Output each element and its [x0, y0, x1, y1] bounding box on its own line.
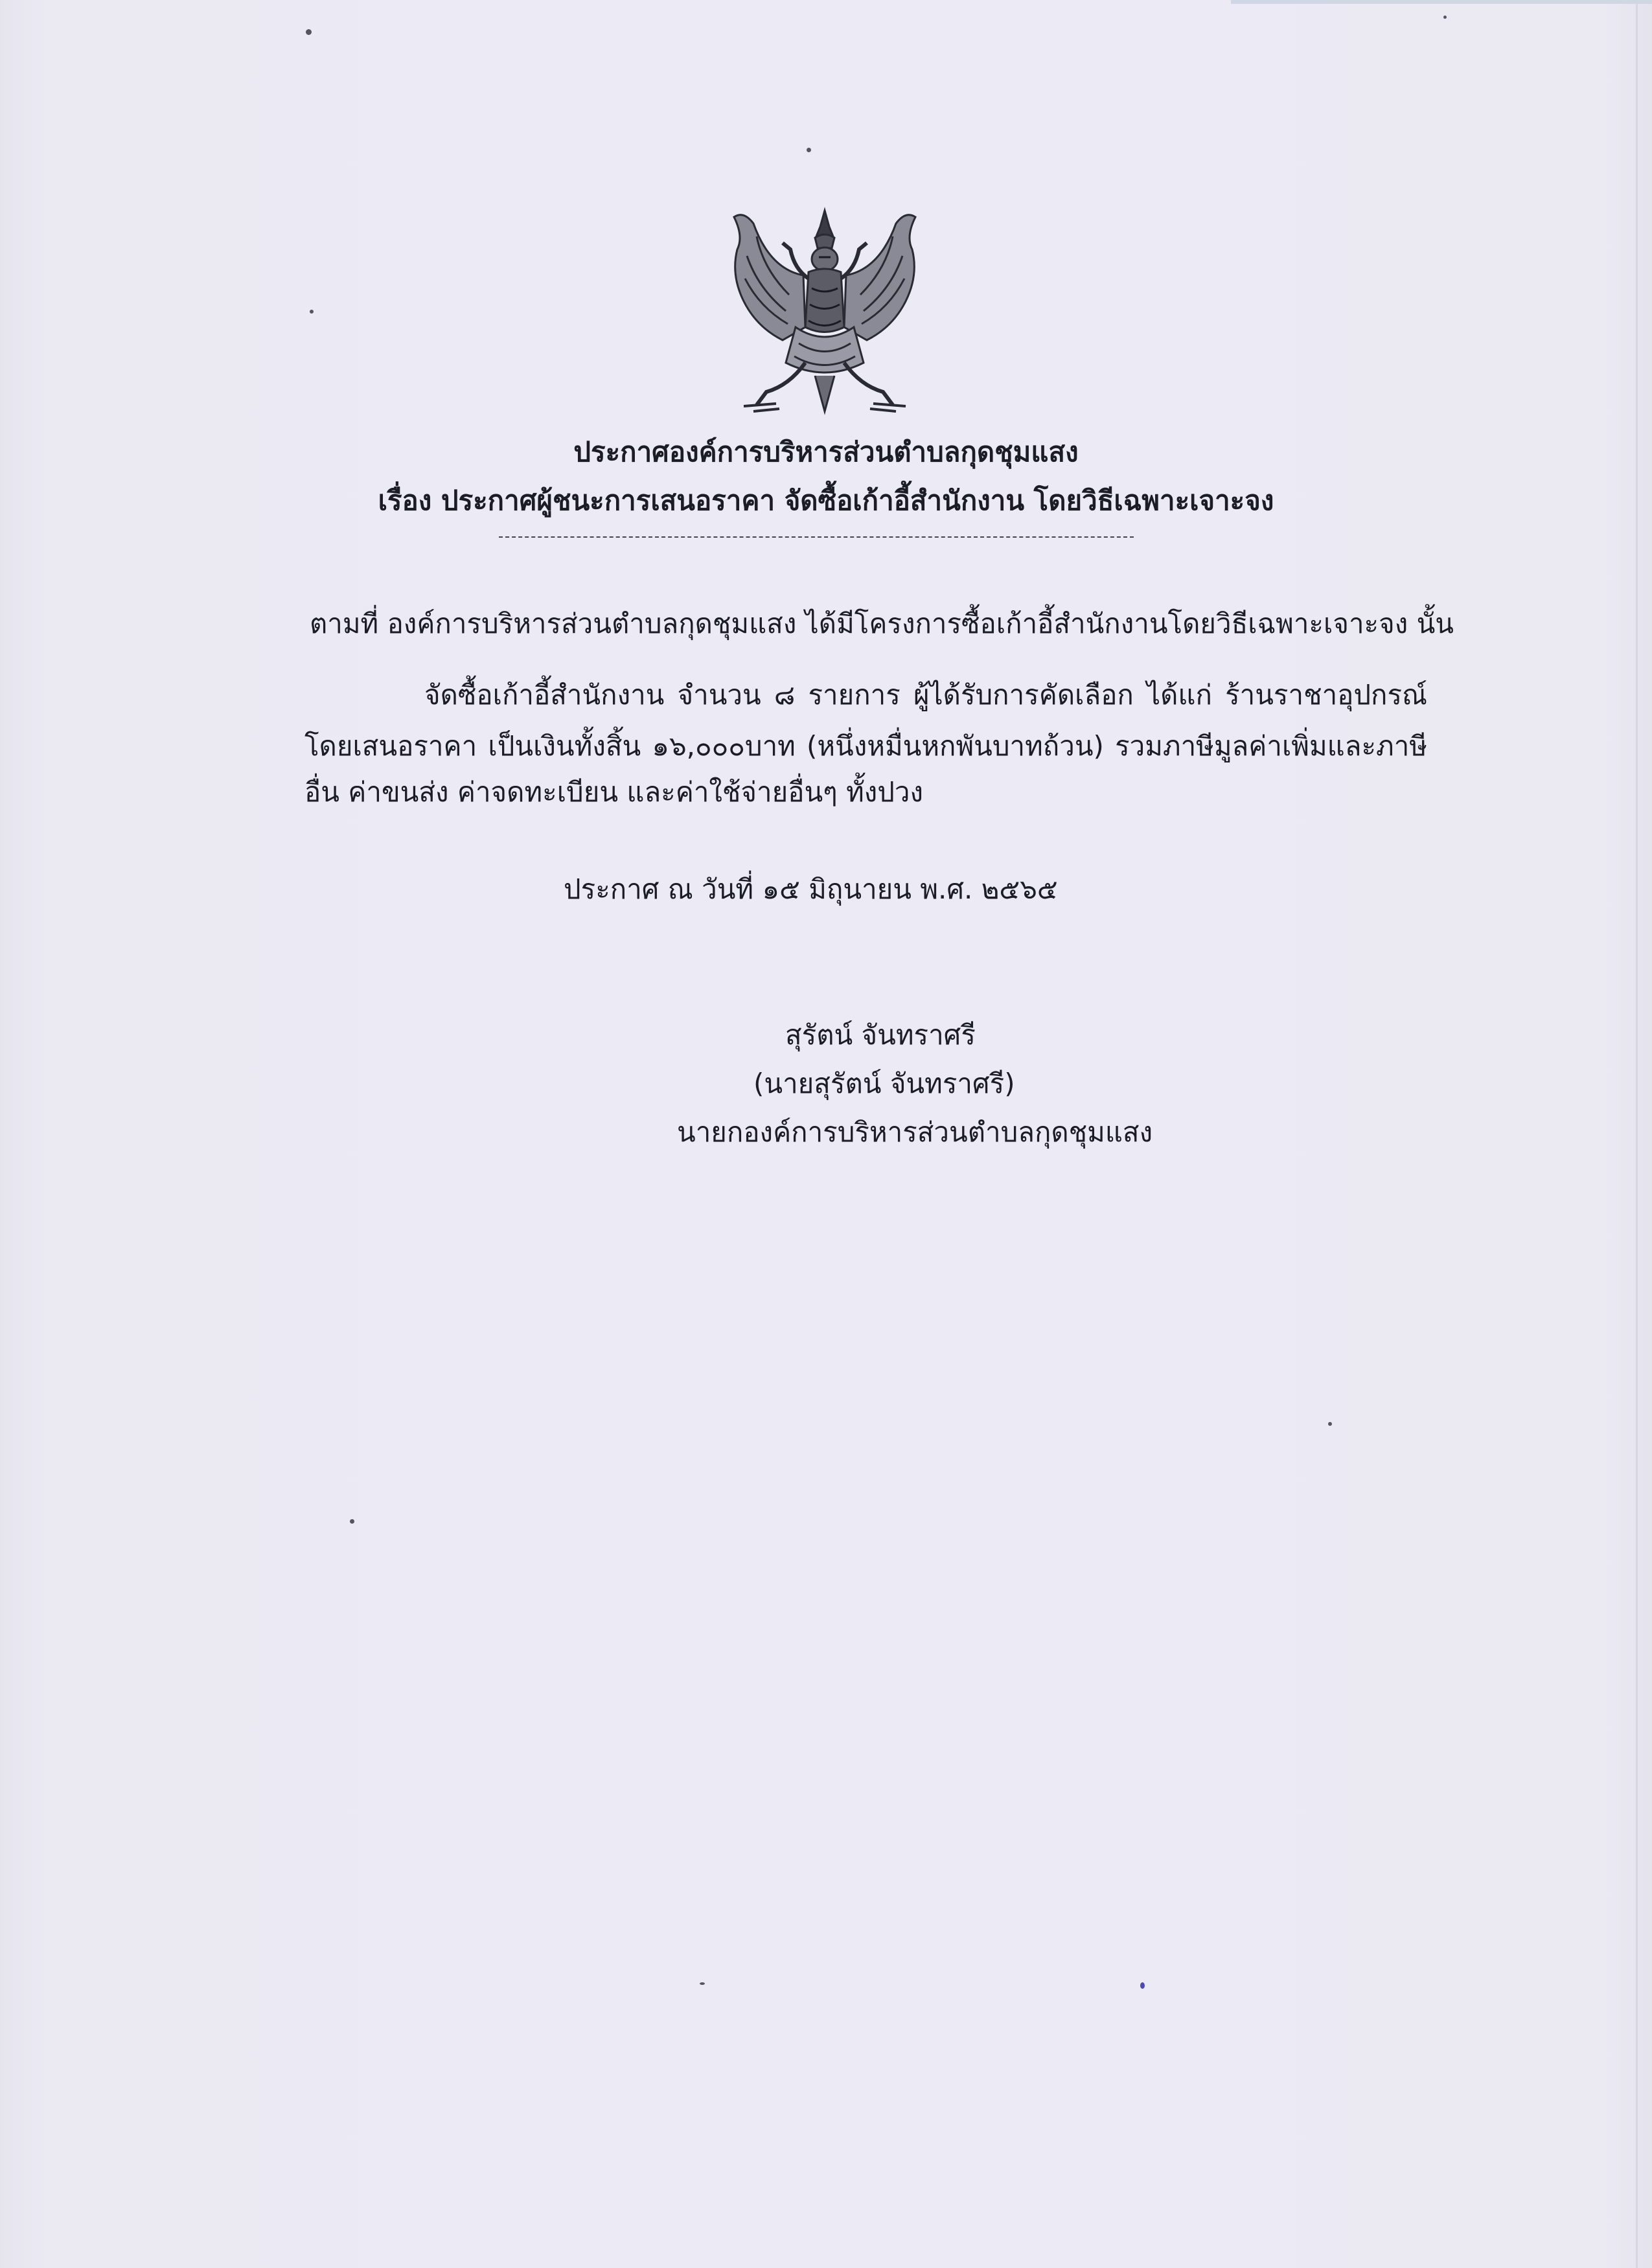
page-edge-shadow [1636, 0, 1638, 2268]
scan-speck [807, 148, 811, 152]
scan-edge [1231, 0, 1652, 4]
signatory-printed-name: (นายสุรัตน์ จันทราศรี) [753, 1068, 1015, 1099]
scan-speck [1443, 16, 1447, 19]
scan-speck [1328, 1422, 1332, 1426]
garuda-emblem-icon [718, 198, 932, 424]
intro-paragraph: ตามที่ องค์การบริหารส่วนตำบลกุดชุมแสง ได้มีโครงการซื้อเก้าอี้สำนักงานโดยวิธีเฉพาะเจาะจง นั้น [310, 608, 1454, 639]
scan-speck [306, 29, 312, 35]
signature: สุรัตน์ จันทราศรี [785, 1019, 976, 1051]
body-paragraph-line: โดยเสนอราคา เป็นเงินทั้งสิ้น ๑๖,๐๐๐บาท (หนึ่งหมื่นหกพันบาทถ้วน) รวมภาษีมูลค่าเพิ่มและภาษี [304, 730, 1427, 762]
announcement-date: ประกาศ ณ วันที่ ๑๕ มิถุนายน พ.ศ. ๒๕๖๕ [564, 873, 1058, 905]
signatory-position: นายกองค์การบริหารส่วนตำบลกุดชุมแสง [677, 1116, 1153, 1148]
scan-speck [700, 1982, 705, 1985]
announcement-title: ประกาศองค์การบริหารส่วนตำบลกุดชุมแสง [573, 436, 1079, 468]
body-paragraph-line: อื่น ค่าขนส่ง ค่าจดทะเบียน และค่าใช้จ่ายอื่นๆ ทั้งปวง [304, 776, 924, 808]
separator-line [499, 536, 1134, 538]
body-paragraph-line: จัดซื้อเก้าอี้สำนักงาน จำนวน ๘ รายการ ผู้ได้รับการคัดเลือก ได้แก่ ร้านราชาอุปกรณ์ [424, 679, 1427, 711]
announcement-subject: เรื่อง ประกาศผู้ชนะการเสนอราคา จัดซื้อเก้าอี้สำนักงาน โดยวิธีเฉพาะเจาะจง [378, 485, 1274, 516]
scan-speck [1140, 1982, 1145, 1989]
scan-speck [310, 310, 314, 314]
scan-speck [350, 1519, 354, 1524]
